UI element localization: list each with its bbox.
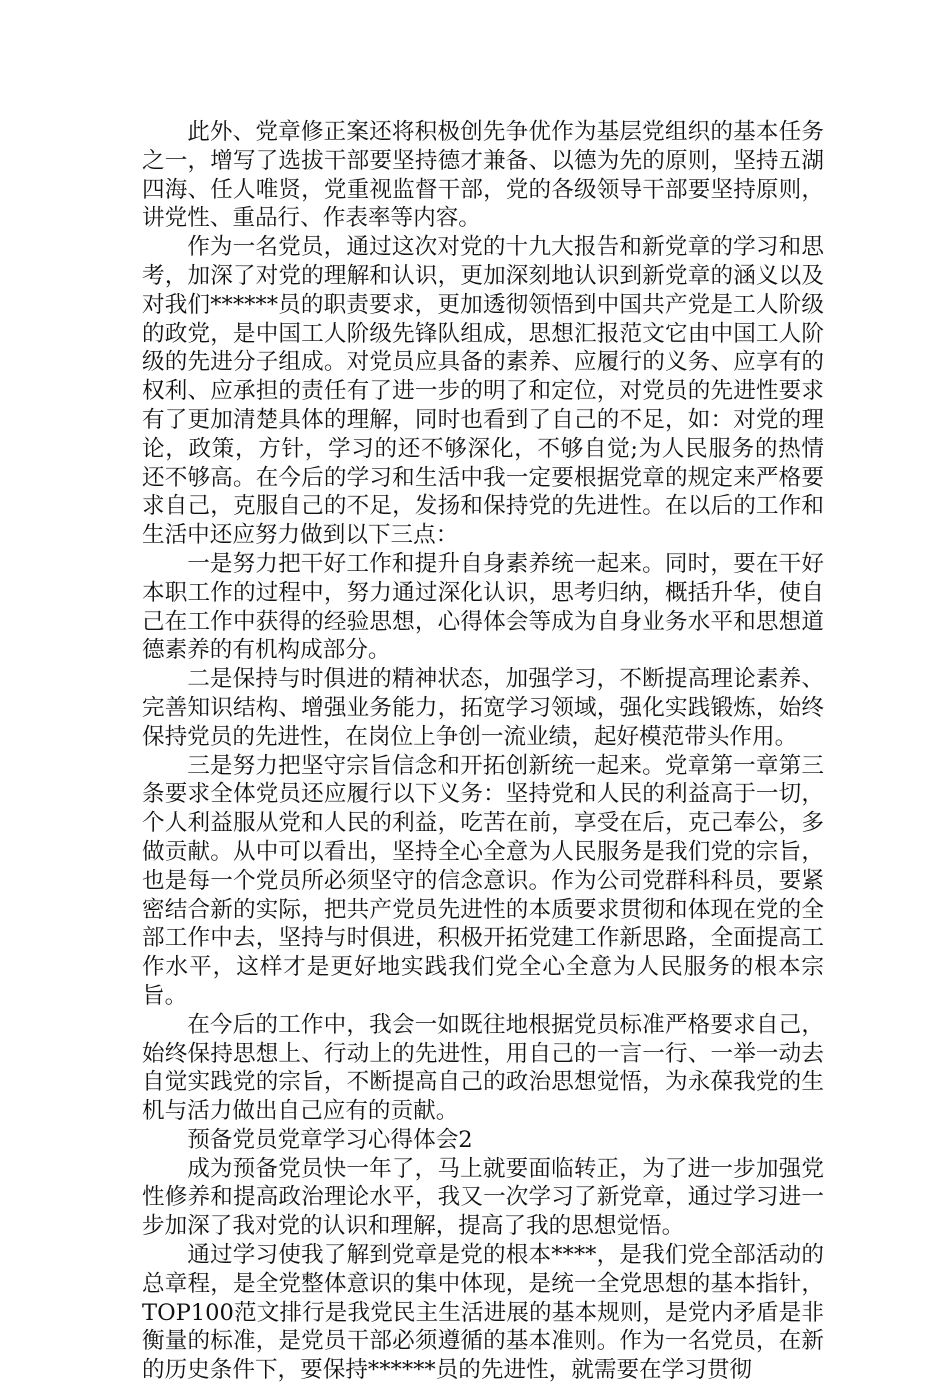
paragraph-8: 通过学习使我了解到党章是党的根本****，是我们党全部活动的总章程，是全党整体意识的集中体现，是统一全党思想的基本指针，TOP100范文排行是我党民主生活进展的基本规则，是党内矛盾是非衡量的标准，是党员干部必须遵循的基本准则。作为一名党员，在新的历史条件下，要保持******员的先进性，就需要在学习贯彻 bbox=[142, 1242, 824, 1384]
paragraph-3: 一是努力把干好工作和提升自身素养统一起来。同时，要在干好本职工作的过程中，努力通过深化认识，思考归纳，概括升华，使自己在工作中获得的经验思想，心得体会等成为自身业务水平和思想道德素养的有机构成部分。 bbox=[142, 550, 824, 664]
paragraph-6: 在今后的工作中，我会一如既往地根据党员标准严格要求自己，始终保持思想上、行动上的先进性，用自己的一言一行、一举一动去自觉实践党的宗旨，不断提高自己的政治思想觉悟，为永葆我党的生机与活力做出自己应有的贡献。 bbox=[142, 1011, 824, 1125]
section-heading: 预备党员党章学习心得体会2 bbox=[187, 1126, 473, 1153]
paragraph-2: 作为一名党员，通过这次对党的十九大报告和新党章的学习和思考，加深了对党的理解和认识，更加深刻地认识到新党章的涵义以及对我们******员的职责要求，更加透彻领悟到中国共产党是工人阶级的政党，是中国工人阶级先锋队组成，思想汇报范文它由中国工人阶级的先进分子组成。对党员应具备的素养、应履行的义务、应享有的权利、应承担的责任有了进一步的明了和定位，对党员的先进性要求有了更加清楚具体的理解，同时也看到了自己的不足，如：对党的理论，政策，方针，学习的还不够深化，不够自觉;为人民服务的热情还不够高。在今后的学习和生活中我一定要根据党章的规定来严格要求自己，克服自己的不足，发扬和保持党的先进性。在以后的工作和生活中还应努力做到以下三点： bbox=[142, 234, 824, 549]
paragraph-1: 此外、党章修正案还将积极创先争优作为基层党组织的基本任务之一，增写了选拔干部要坚持德才兼备、以德为先的原则，坚持五湖四海、任人唯贤，党重视监督干部，党的各级领导干部要坚持原则，讲党性、重品行、作表率等内容。 bbox=[142, 119, 824, 232]
paragraph-5: 三是努力把坚守宗旨信念和开拓创新统一起来。党章第一章第三条要求全体党员还应履行以下义务：坚持党和人民的利益高于一切，个人利益服从党和人民的利益，吃苦在前，享受在后，克己奉公，多做贡献。从中可以看出，坚持全心全意为人民服务是我们党的宗旨，也是每一个党员所必须坚守的信念意识。作为公司党群科科员，要紧密结合新的实际，把共产党员先进性的本质要求贯彻和体现在党的全部工作中去，坚持与时俱进，积极开拓党建工作新思路，全面提高工作水平，这样才是更好地实践我们党全心全意为人民服务的根本宗旨。 bbox=[142, 752, 824, 1009]
paragraph-4: 二是保持与时俱进的精神状态，加强学习，不断提高理论素养、完善知识结构、增强业务能力，拓宽学习领域，强化实践锻炼，始终保持党员的先进性，在岗位上争创一流业绩，起好模范带头作用。 bbox=[142, 666, 824, 750]
paragraph-7: 成为预备党员快一年了，马上就要面临转正，为了进一步加强党性修养和提高政治理论水平，我又一次学习了新党章，通过学习进一步加深了我对党的认识和理解，提高了我的思想觉悟。 bbox=[142, 1155, 824, 1240]
document-body bbox=[142, 118, 824, 1385]
